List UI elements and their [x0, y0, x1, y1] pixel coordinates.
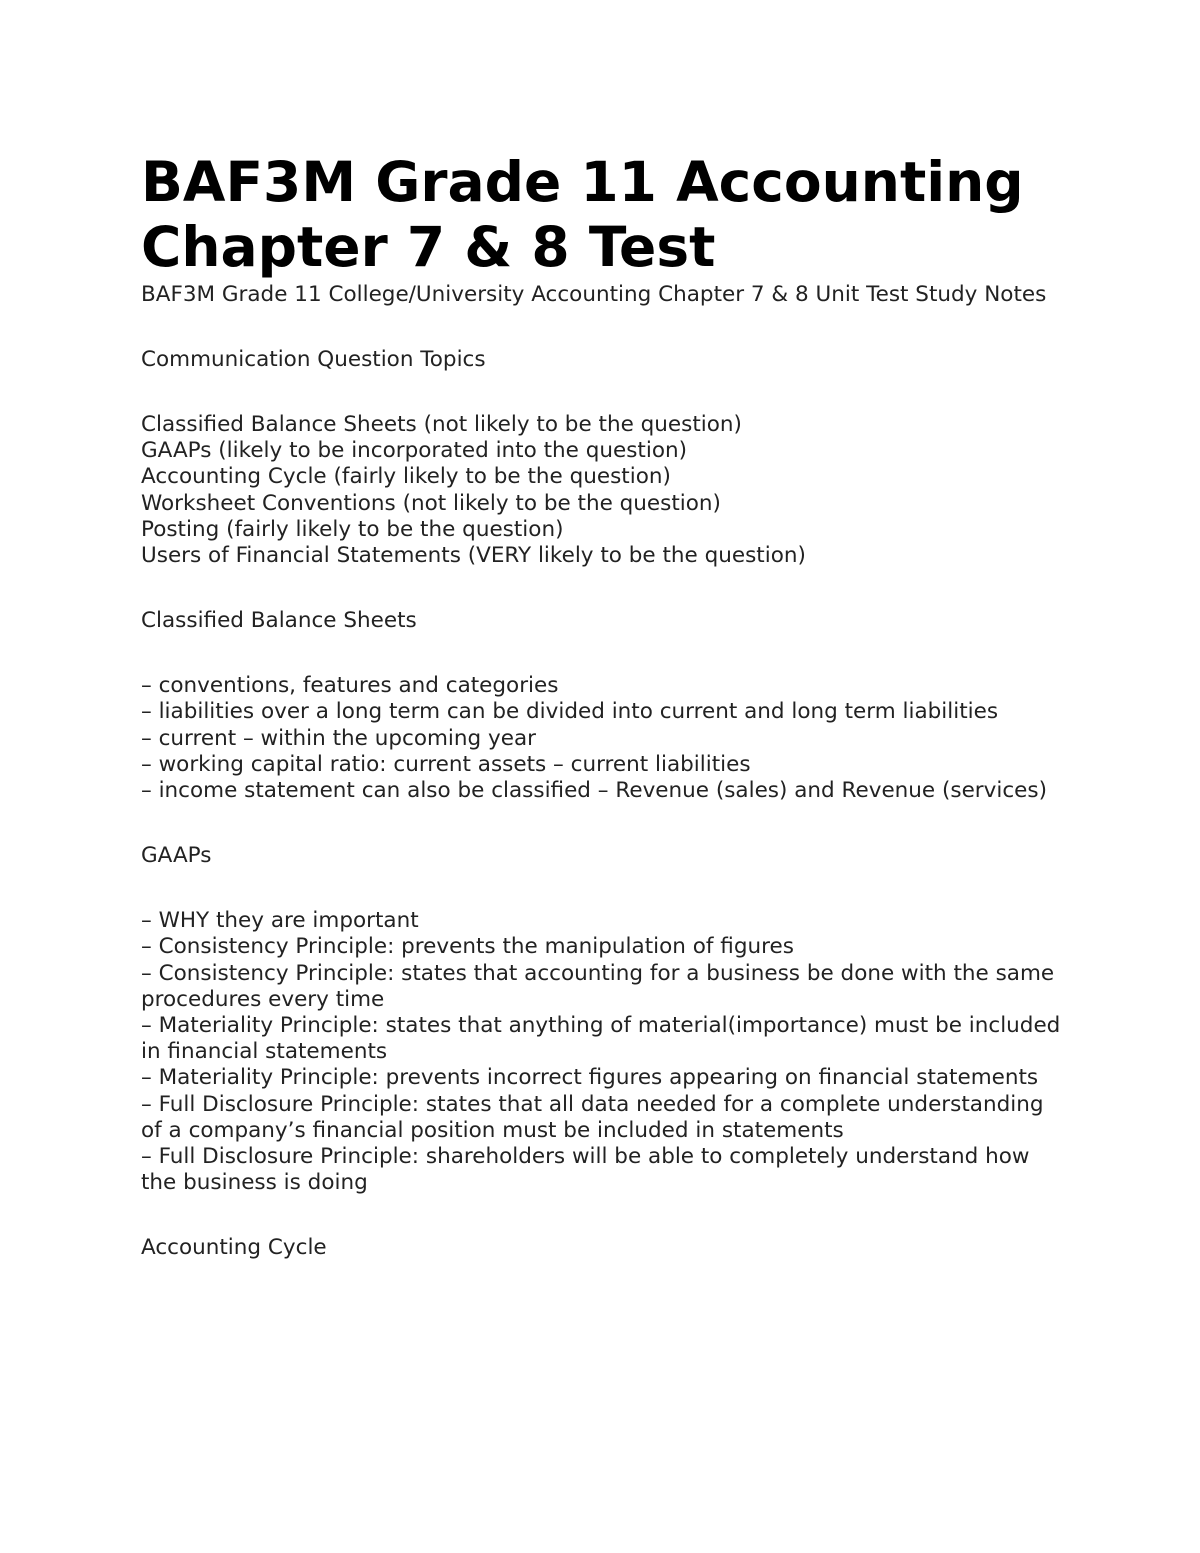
note-item: – conventions, features and categories	[141, 673, 559, 699]
topic-item: Classified Balance Sheets (not likely to be the question)	[141, 412, 742, 437]
topics-list	[141, 412, 1061, 569]
note-item: – Consistency Principle: prevents the manipulation of figures	[141, 934, 794, 960]
note-item: – income statement can also be classified – Revenue (sales) and Revenue (services)	[141, 778, 1047, 804]
section-heading-gaaps: GAAPs	[141, 843, 212, 869]
note-item: – working capital ratio: current assets – current liabilities	[141, 751, 751, 777]
section-heading-topics: Communication Question Topics	[141, 347, 486, 372]
note-item: – Full Disclosure Principle: states that all data needed for a complete understanding of a company’s financial position must be included in statements	[141, 1091, 1044, 1143]
note-item: – Full Disclosure Principle: shareholders will be able to completely understand how the business is doing	[141, 1144, 1030, 1196]
topic-item: Accounting Cycle (fairly likely to be the question)	[141, 464, 671, 490]
topic-item: Users of Financial Statements (VERY likely to be the question)	[141, 543, 806, 569]
document-page	[141, 150, 1061, 1261]
note-item: – current – within the upcoming year	[141, 725, 536, 751]
topic-item: Posting (fairly likely to be the question)	[141, 516, 564, 542]
note-item: – Materiality Principle: states that anything of material(importance) must be included in financial statements	[141, 1013, 1061, 1065]
note-item: – Materiality Principle: prevents incorrect figures appearing on financial statements	[141, 1065, 1039, 1091]
note-item: – WHY they are important	[141, 908, 419, 934]
section-heading-accounting-cycle: Accounting Cycle	[141, 1235, 327, 1261]
document-title: BAF3M Grade 11 Accounting Chapter 7 & 8 Test	[141, 150, 1024, 279]
topic-item: Worksheet Conventions (not likely to be the question)	[141, 490, 721, 516]
document-subtitle: BAF3M Grade 11 College/University Accounting Chapter 7 & 8 Unit Test Study Notes	[141, 282, 1047, 307]
topic-item: GAAPs (likely to be incorporated into the question)	[141, 438, 687, 464]
note-item: – Consistency Principle: states that accounting for a business be done with the same procedures every time	[141, 960, 1055, 1012]
balance-sheets-notes	[141, 673, 1061, 804]
section-heading-balance-sheets: Classified Balance Sheets	[141, 608, 417, 634]
gaaps-notes	[141, 908, 1061, 1196]
note-item: – liabilities over a long term can be divided into current and long term liabilities	[141, 699, 999, 725]
